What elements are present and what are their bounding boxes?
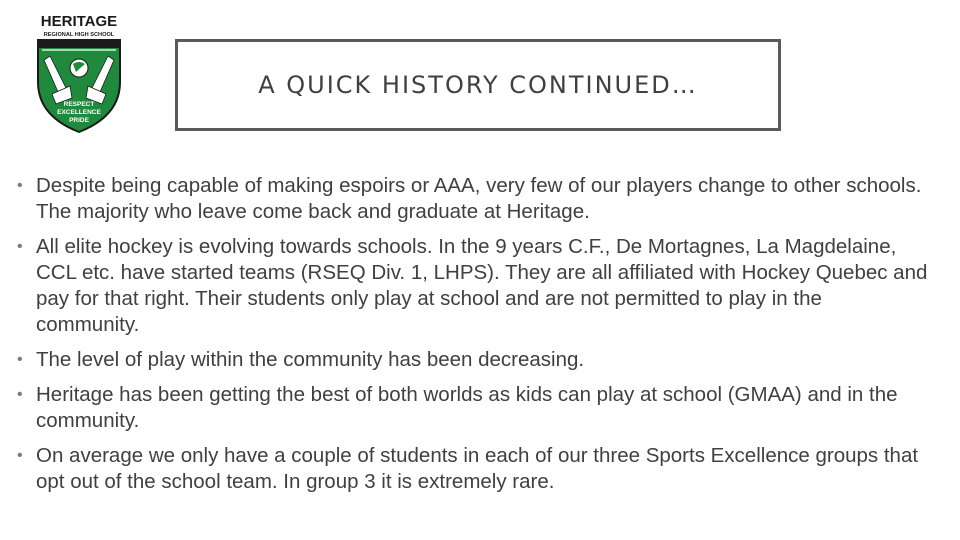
logo-subtitle: REGIONAL HIGH SCHOOL <box>43 32 115 38</box>
bullet-item <box>17 234 929 338</box>
bullet-text: The level of play within the community has been decreasing. <box>36 348 585 371</box>
bullet-text: Heritage has been getting the best of both worlds as kids can play at school (GMAA) and in the community. <box>36 383 898 432</box>
bullet-item <box>17 382 929 434</box>
bullet-dot-icon: • <box>17 177 23 194</box>
slide-title: A QUICK HISTORY CONTINUED… <box>258 71 698 99</box>
heritage-crest-icon <box>32 12 126 134</box>
school-logo <box>32 12 126 134</box>
logo-motto-3: PRIDE <box>69 117 89 124</box>
bullet-item <box>17 347 929 373</box>
bullet-item <box>17 173 929 225</box>
bullet-dot-icon: • <box>17 447 23 464</box>
logo-motto-1: RESPECT <box>63 101 95 108</box>
bullet-dot-icon: • <box>17 351 23 368</box>
bullet-text: On average we only have a couple of students in each of our three Sports Excellence groups that opt out of the school team. In group 3 it is extremely rare. <box>36 444 919 493</box>
bullet-list <box>17 173 929 504</box>
bullet-item <box>17 443 929 495</box>
title-box <box>175 39 781 131</box>
bullet-dot-icon: • <box>17 238 23 255</box>
bullet-text: Despite being capable of making espoirs or AAA, very few of our players change to other schools. The majority who leave come back and graduate at Heritage. <box>36 174 922 223</box>
bullet-dot-icon: • <box>17 386 23 403</box>
logo-school-name: HERITAGE <box>40 13 118 30</box>
bullet-text: All elite hockey is evolving towards schools. In the 9 years C.F., De Mortagnes, La Magdelaine, CCL etc. have started teams (RSEQ Div. 1, LHPS). They are all affiliated with Hockey Quebec and pay for that right. Their students only play at school and are not permitted to play in the community. <box>36 235 928 336</box>
logo-motto-2: EXCELLENCE <box>57 109 101 116</box>
